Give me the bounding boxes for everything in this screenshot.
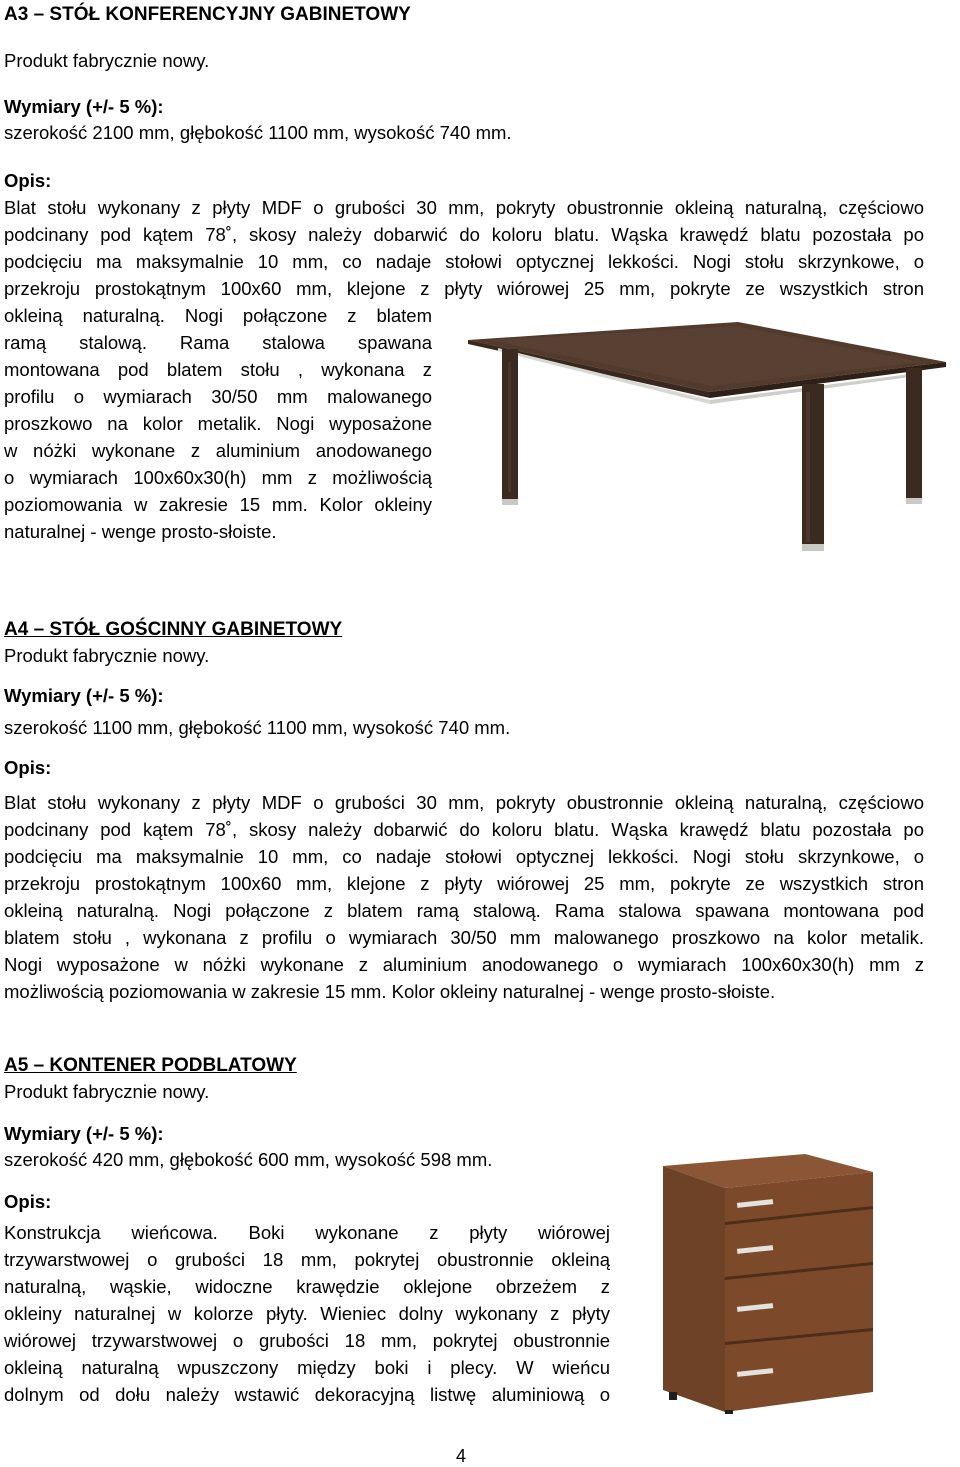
text-line: możliwością poziomowania w zakresie 15 mm. Kolor okleiny naturalnej - wenge prosto-słoiste. bbox=[4, 981, 776, 1002]
text-line: okleiną naturalną wpuszczony między boki i plecy. W wieńcu bbox=[4, 1357, 610, 1378]
text-line: okleiną naturalną. Nogi połączone z blatem bbox=[4, 305, 432, 326]
text-line: przekroju prostokątnym 100x60 mm, klejone z płyty wiórowej 25 mm, pokryte ze wszystkich stron bbox=[4, 873, 924, 894]
section-title: A4 – STÓŁ GOŚCINNY GABINETOWY bbox=[4, 619, 343, 640]
dimensions-label: Wymiary (+/- 5 %): bbox=[4, 685, 164, 706]
new-product-note: Produkt fabrycznie nowy. bbox=[4, 645, 210, 666]
text-line: okleiną naturalną. Nogi połączone z blatem ramą stalową. Rama stalowa spawana montowana pod bbox=[4, 900, 924, 921]
description-label: Opis: bbox=[4, 170, 52, 191]
text-line: okleiny naturalnej w kolorze płyty. Wieniec dolny wykonany z płyty bbox=[4, 1303, 610, 1324]
text-line: Blat stołu wykonany z płyty MDF o grubości 30 mm, pokryty obustronnie okleiną naturalną, częściowo bbox=[4, 792, 924, 813]
text-line: Blat stołu wykonany z płyty MDF o grubości 30 mm, pokryty obustronnie okleiną naturalną, częściowo bbox=[4, 197, 924, 218]
dimensions-text: szerokość 2100 mm, głębokość 1100 mm, wysokość 740 mm. bbox=[4, 122, 512, 143]
text-line: Nogi wyposażone w nóżki wykonane z aluminium anodowanego o wymiarach 100x60x30(h) mm z bbox=[4, 954, 924, 975]
text-line: podcięciu ma maksymalnie 10 mm, co nadaje stołowi optycznej lekkości. Nogi stołu skrzynkowe, o bbox=[4, 251, 924, 272]
text-line: montowana pod blatem stołu , wykonana z bbox=[4, 359, 432, 380]
text-line: Konstrukcja wieńcowa. Boki wykonane z płyty wiórowej bbox=[4, 1222, 610, 1243]
text-line: blatem stołu , wykonana z profilu o wymiarach 30/50 mm malowanego proszkowo na kolor metalik. bbox=[4, 927, 924, 948]
text-line: wiórowej trzywarstwowej o grubości 18 mm, pokrytej obustronnie bbox=[4, 1330, 610, 1351]
text-line: podcinany pod kątem 78˚, skosy należy dobarwić do koloru blatu. Wąska krawędź blatu pozostała po bbox=[4, 819, 924, 840]
text-line: przekroju prostokątnym 100x60 mm, klejone z płyty wiórowej 25 mm, pokryte ze wszystkich stron bbox=[4, 278, 924, 299]
description-body bbox=[4, 789, 924, 1005]
text-line: ramą stalową. Rama stalowa spawana bbox=[4, 332, 432, 353]
description-label: Opis: bbox=[4, 1191, 52, 1212]
dimensions-label: Wymiary (+/- 5 %): bbox=[4, 96, 164, 117]
dimensions-text: szerokość 1100 mm, głębokość 1100 mm, wysokość 740 mm. bbox=[4, 717, 511, 738]
dimensions-label: Wymiary (+/- 5 %): bbox=[4, 1123, 164, 1144]
pedestal-container-image bbox=[655, 1152, 880, 1414]
description-body-narrow bbox=[4, 302, 432, 545]
new-product-note: Produkt fabrycznie nowy. bbox=[4, 1081, 210, 1102]
section-title: A3 – STÓŁ KONFERENCYJNY GABINETOWY bbox=[4, 4, 411, 25]
section-title: A5 – KONTENER PODBLATOWY bbox=[4, 1055, 297, 1076]
dimensions-text: szerokość 420 mm, głębokość 600 mm, wysokość 598 mm. bbox=[4, 1149, 493, 1170]
text-line: w nóżki wykonane z aluminium anodowanego bbox=[4, 440, 432, 461]
conference-table-image bbox=[468, 322, 948, 554]
text-line: naturalnej - wenge prosto-słoiste. bbox=[4, 521, 277, 542]
text-line: podcięciu ma maksymalnie 10 mm, co nadaje stołowi optycznej lekkości. Nogi stołu skrzynkowe, o bbox=[4, 846, 924, 867]
text-line: profilu o wymiarach 30/50 mm malowanego bbox=[4, 386, 432, 407]
new-product-note: Produkt fabrycznie nowy. bbox=[4, 50, 210, 71]
text-line: naturalną, wąskie, widoczne krawędzie oklejone obrzeżem z bbox=[4, 1276, 610, 1297]
text-line: o wymiarach 100x60x30(h) mm z możliwością bbox=[4, 467, 432, 488]
text-line: dolnym od dołu należy wstawić dekoracyjną listwę aluminiową o bbox=[4, 1384, 610, 1405]
section-a4 bbox=[4, 617, 924, 1005]
description-body bbox=[4, 194, 924, 302]
text-line: trzywarstwowej o grubości 18 mm, pokrytej obustronnie okleiną bbox=[4, 1249, 610, 1270]
description-body bbox=[4, 1219, 610, 1408]
text-line: podcinany pod kątem 78˚, skosy należy dobarwić do koloru blatu. Wąska krawędź blatu pozostała po bbox=[4, 224, 924, 245]
page-number: 4 bbox=[456, 1446, 467, 1466]
text-line: proszkowo na kolor metalik. Nogi wyposażone bbox=[4, 413, 432, 434]
description-label: Opis: bbox=[4, 757, 52, 778]
text-line: poziomowania w zakresie 15 mm. Kolor okleiny bbox=[4, 494, 432, 515]
